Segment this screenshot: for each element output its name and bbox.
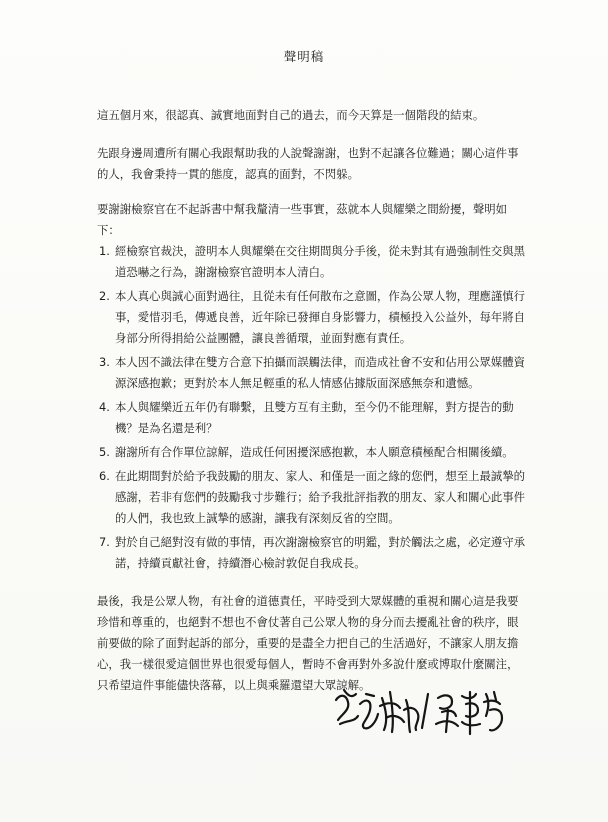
list-item-text: 經檢察官裁決，證明本人與耀樂在交往期間與分手後，從未對其有過強制性交與黑道恐嚇之行為，謝謝檢察官證明本人清白。 xyxy=(115,244,526,279)
list-item-number: 3. xyxy=(99,355,110,369)
list-item-number: 6. xyxy=(99,469,110,483)
list-item-number: 4. xyxy=(99,400,110,414)
list-item-text: 本人因不識法律在雙方合意下拍攝而誤觸法律，而造成社會不安和佔用公眾媒體資源深感抱歉；更對於本人無足輕重的私人情感佔據版面深感無奈和遺憾。 xyxy=(115,355,526,390)
document-body xyxy=(97,105,527,696)
handwritten-signature xyxy=(330,680,510,740)
statement-lead-paragraph: 要謝謝檢察官在不起訴書中幫我釐清一些事實，茲就本人與耀樂之間紛擾，聲明如下： xyxy=(97,202,508,237)
list-item xyxy=(99,442,527,463)
list-item-text: 在此期間對於給予我鼓勵的朋友、家人、和僅是一面之緣的您們，想至上最誠摯的感謝，若非有您們的鼓勵我寸步難行；給予我批評指教的朋友、家人和關心此事件的人們，我也致上誠摯的感謝，讓我有深刻反省的空間。 xyxy=(115,469,526,525)
document-title: 聲明稿 xyxy=(283,49,325,64)
intro-paragraph: 這五個月來，很認真、誠實地面對自己的過去，而今天算是一個階段的結束。 xyxy=(97,108,485,122)
list-item xyxy=(99,532,527,574)
list-item-text: 本人真心與誠心面對過往，且從未有任何散布之意圖，作為公眾人物，理應謹慎行事，愛惜羽毛，傳遞良善，近年除已發揮自身影響力，積極投入公益外，每年將自身部分所得捐給公益團體，讓良善循環，並面對應有責任。 xyxy=(115,289,526,345)
list-item-number: 2. xyxy=(99,289,110,303)
list-item-number: 1. xyxy=(99,244,110,258)
list-item-number: 5. xyxy=(99,445,110,459)
statement-list xyxy=(97,241,527,574)
list-item xyxy=(99,397,527,439)
list-item-text: 對於自己絕對沒有做的事情，再次謝謝檢察官的明鑑，對於觸法之處，必定遵守承諾，持續貢獻社會，持續潛心檢討敦促自我成長。 xyxy=(115,535,526,570)
list-item xyxy=(99,352,527,394)
list-item-text: 本人與耀樂近五年仍有聯繫，且雙方互有主動，至今仍不能理解，對方提告的動機？是為名還是利？ xyxy=(115,400,514,435)
list-item-text: 謝謝所有合作單位諒解，造成任何困擾深感抱歉，本人願意積極配合相關後續。 xyxy=(115,445,514,459)
list-item xyxy=(99,286,527,349)
thanks-paragraph: 先跟身邊周遭所有關心我跟幫助我的人說聲謝謝，也對不起讓各位難過；關心這件事的人，我會秉持一貫的態度，認真的面對，不閃躲。 xyxy=(97,146,519,181)
list-item-number: 7. xyxy=(99,535,110,549)
closing-paragraph: 最後，我是公眾人物，有社會的道德責任，平時受到大眾媒體的重視和關心這是我要珍惜和尊重的，也絕對不想也不會仗著自己公眾人物的身分而去擾亂社會的秩序，眼前要做的除了面對起訴的部分，重要的是盡全力把自己的生活過好，不讓家人朋友擔心，我一樣很愛這個世界也很愛每個人，暫時不會再對外多說什麼或博取什麼關注，只希望這件事能儘快落幕，以上與乘羅還望大眾諒解。 xyxy=(97,594,519,692)
list-item xyxy=(99,466,527,529)
list-item xyxy=(99,241,527,283)
